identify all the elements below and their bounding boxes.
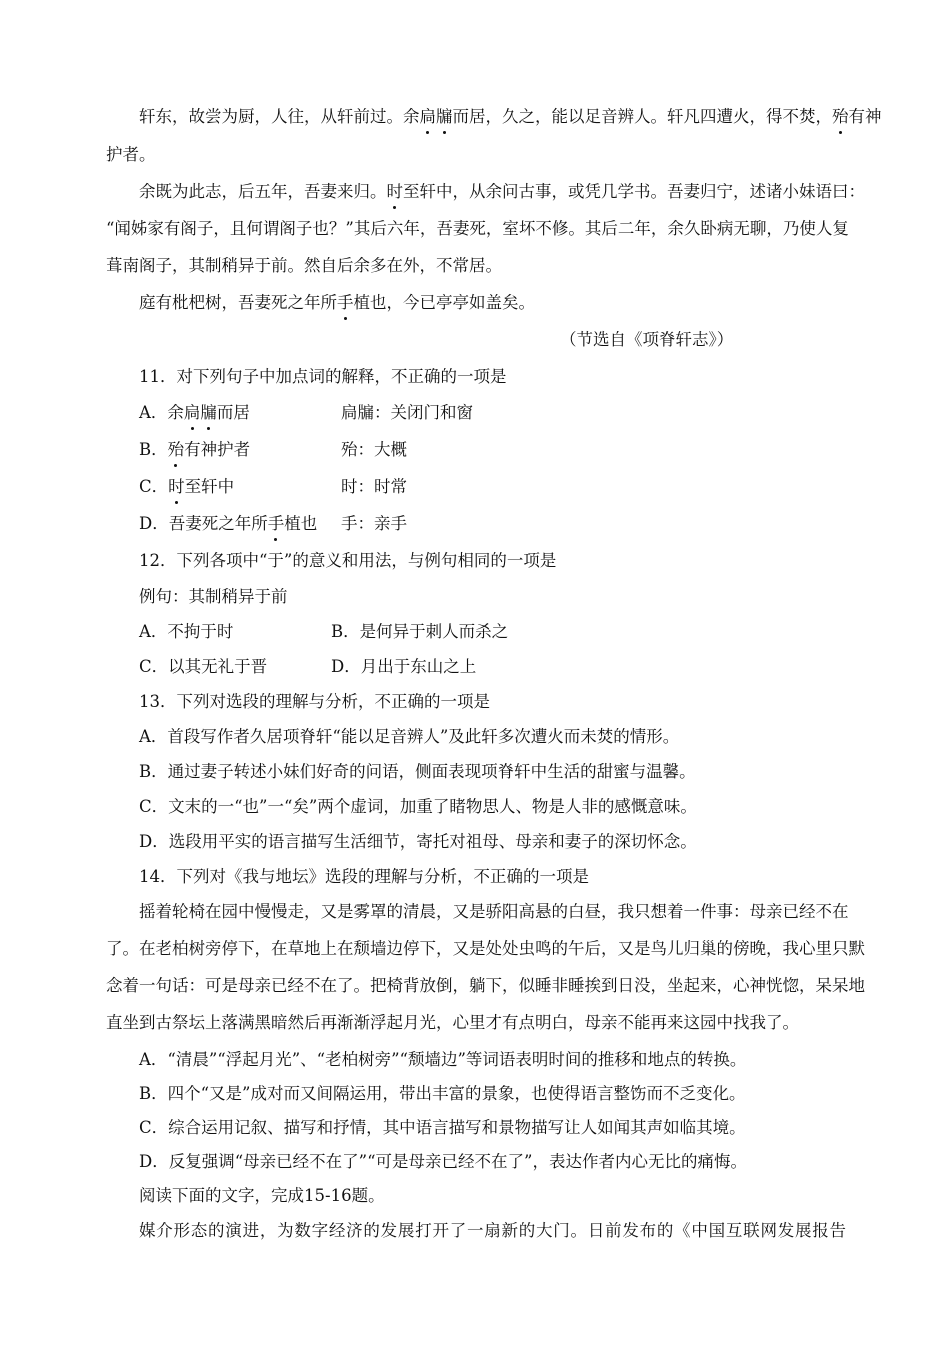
next-passage-line1: 媒介形态的演进，为数字经济的发展打开了一扇新的大门。日前发布的《中国互联网发展报告 (139, 1221, 846, 1240)
q11-stem: 11．对下列句子中加点词的解释，不正确的一项是 (139, 367, 507, 386)
passage-source: （节选自《项脊轩志》） (560, 330, 734, 349)
q14-passage-line3: 念着一句话：可是母亲已经不在了。把椅背放倒，躺下，似睡非睡挨到日没，坐起来，心神恍惚，呆呆地 (106, 976, 865, 995)
q13-option-d: D．选段用平实的语言描写生活细节，寄托对祖母、母亲和妻子的深切怀念。 (139, 832, 697, 851)
q11-option-d-gloss: 手：亲手 (341, 514, 407, 533)
q14-option-c: C．综合运用记叙、描写和抒情，其中语言描写和景物描写让人如闻其声如临其境。 (139, 1118, 746, 1137)
q14-option-b: B．四个“又是”成对而又间隔运用，带出丰富的景象，也使得语言整饬而不乏变化。 (139, 1084, 746, 1103)
q11-option-a-gloss: 扃牖：关闭门和窗 (341, 403, 473, 422)
passage-p2-line1: 余既为此志，后五年，吾妻来归。时至轩中，从余问古事，或凭几学书。吾妻归宁，述诸小妹语曰： (139, 182, 865, 201)
q13-stem: 13．下列对选段的理解与分析，不正确的一项是 (139, 692, 490, 711)
q13-option-a: A．首段写作者久居项脊轩“能以足音辨人”及此轩多次遭火而未焚的情形。 (139, 727, 680, 746)
q14-passage-line2: 了。在老柏树旁停下，在草地上在颓墙边停下，又是处处虫鸣的午后，又是鸟儿归巢的傍晚，我心里只默 (106, 939, 865, 958)
q11-option-b-gloss: 殆：大概 (341, 440, 407, 459)
q14-passage-line1: 摇着轮椅在园中慢慢走，又是雾罩的清晨，又是骄阳高悬的白昼，我只想着一件事：母亲已经不在 (139, 902, 849, 921)
passage-p2-line3: 葺南阁子，其制稍异于前。然自后余多在外，不常居。 (106, 256, 502, 275)
q11-option-c-gloss: 时：时常 (341, 477, 407, 496)
q12-option-d: D．月出于东山之上 (331, 657, 477, 676)
q14-passage-line4: 直坐到古祭坛上落满黑暗然后再渐渐浮起月光，心里才有点明白，母亲不能再来这园中找我了。 (106, 1013, 799, 1032)
q12-option-a: A．不拘于时 (139, 622, 234, 641)
q13-option-c: C．文末的一“也”一“矣”两个虚词，加重了睹物思人、物是人非的感慨意味。 (139, 797, 697, 816)
q12-example: 例句：其制稍异于前 (139, 587, 288, 606)
q14-option-d: D．反复强调“母亲已经不在了”“可是母亲已经不在了”，表达作者内心无比的痛悔。 (139, 1152, 747, 1171)
q14-stem: 14．下列对《我与地坛》选段的理解与分析，不正确的一项是 (139, 867, 589, 886)
q12-option-c: C．以其无礼于晋 (139, 657, 268, 676)
emphasis-dot-char: 手 (337, 293, 354, 312)
q11-option-b-sentence: B．殆有神护者 (139, 440, 251, 459)
passage-p2-line2: “闻姊家有阁子，且何谓阁子也？”其后六年，吾妻死，室坏不修。其后二年，余久卧病无聊，乃使人复 (106, 219, 849, 238)
emphasis-dot-char: 扃 (183, 403, 201, 422)
passage-p1-line2: 护者。 (106, 145, 156, 164)
passage-p1-line1: 轩东，故尝为厨，人往，从轩前过。余扃牖而居，久之，能以足音辨人。轩凡四遭火，得不焚，殆有神 (139, 107, 882, 126)
q14-option-a: A．“清晨”“浮起月光”、“老柏树旁”“颓墙边”等词语表明时间的推移和地点的转换。 (139, 1050, 747, 1069)
q11-option-c-sentence: C．时至轩中 (139, 477, 235, 496)
emphasis-dot-char: 时 (168, 477, 185, 496)
passage-p3: 庭有枇杷树，吾妻死之年所手植也，今已亭亭如盖矣。 (139, 293, 535, 312)
q11-option-d-sentence: D．吾妻死之年所手植也 (139, 514, 318, 533)
emphasis-dot-char: 殆 (167, 440, 185, 459)
q12-option-b: B．是何异于刺人而杀之 (331, 622, 509, 641)
emphasis-dot-char: 殆 (832, 107, 849, 126)
emphasis-dot-char: 手 (267, 514, 285, 533)
section-instruction: 阅读下面的文字，完成15-16题。 (139, 1186, 385, 1205)
q11-option-a-sentence: A．余扃牖而居 (139, 403, 250, 422)
emphasis-dot-char: 牖 (200, 403, 217, 422)
emphasis-dot-char: 扃 (419, 107, 436, 126)
emphasis-dot-char: 时 (386, 182, 403, 201)
q12-stem: 12．下列各项中“于”的意义和用法，与例句相同的一项是 (139, 551, 557, 570)
q13-option-b: B．通过妻子转述小妹们好奇的问语，侧面表现项脊轩中生活的甜蜜与温馨。 (139, 762, 696, 781)
emphasis-dot-char: 牖 (436, 107, 453, 126)
